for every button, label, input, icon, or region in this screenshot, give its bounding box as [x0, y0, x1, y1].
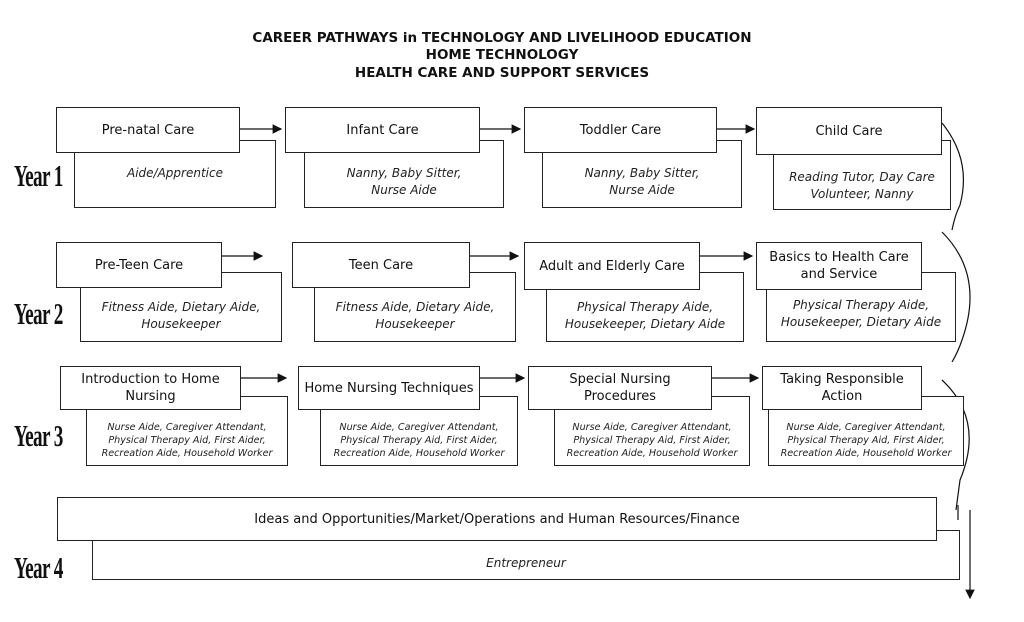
- year-3-label: Year 3: [14, 418, 63, 453]
- card-jobs: Nurse Aide, Caregiver Attendant, Physical Therapy Aid, First Aider, Recreation Aide, Household Worker: [101, 422, 273, 459]
- card-title: Ideas and Opportunities/Market/Operations and Human Resources/Finance: [57, 497, 937, 541]
- card-jobs: Fitness Aide, Dietary Aide, Housekeeper: [101, 300, 261, 331]
- card-jobs: Nanny, Baby Sitter, Nurse Aide: [584, 166, 700, 197]
- card-jobs: Fitness Aide, Dietary Aide, Housekeeper: [335, 300, 495, 331]
- card-jobs: Aide/Apprentice: [127, 166, 223, 180]
- year-2-label: Year 2: [14, 296, 63, 331]
- card-title: Pre-Teen Care: [56, 242, 222, 288]
- card-title: Infant Care: [285, 107, 480, 153]
- card-title: Home Nursing Techniques: [298, 366, 480, 410]
- year-4-label: Year 4: [14, 550, 63, 585]
- title-line-1: CAREER PATHWAYS in TECHNOLOGY AND LIVELIHOOD EDUCATION: [252, 30, 752, 46]
- card-jobs: Entrepreneur: [486, 556, 566, 570]
- card-title: Child Care: [756, 107, 942, 155]
- card-jobs: Physical Therapy Aide, Housekeeper, Dietary Aide: [780, 298, 942, 329]
- card-title: Adult and Elderly Care: [524, 242, 700, 290]
- card-jobs: Nurse Aide, Caregiver Attendant, Physical Therapy Aid, First Aider, Recreation Aide, Household Worker: [566, 422, 738, 459]
- card-jobs: Reading Tutor, Day Care Volunteer, Nanny: [789, 170, 935, 201]
- card-title: Basics to Health Care and Service: [756, 242, 922, 290]
- card-title: Toddler Care: [524, 107, 717, 153]
- card-title: Teen Care: [292, 242, 470, 288]
- card-title: Pre-natal Care: [56, 107, 240, 153]
- card-jobs: Nurse Aide, Caregiver Attendant, Physical Therapy Aid, First Aider, Recreation Aide, Household Worker: [333, 422, 505, 459]
- title-line-2: HOME TECHNOLOGY: [425, 47, 579, 63]
- title-line-3: HEALTH CARE AND SUPPORT SERVICES: [354, 65, 650, 81]
- card-jobs: Nurse Aide, Caregiver Attendant, Physical Therapy Aid, First Aider, Recreation Aide, Household Worker: [780, 422, 952, 459]
- card-jobs: Nanny, Baby Sitter, Nurse Aide: [346, 166, 462, 197]
- card-title: Taking Responsible Action: [762, 366, 922, 410]
- card-title: Introduction to Home Nursing: [60, 366, 241, 410]
- year-1-label: Year 1: [14, 158, 63, 193]
- card-jobs: Physical Therapy Aide, Housekeeper, Dietary Aide: [564, 300, 726, 331]
- card-title: Special Nursing Procedures: [528, 366, 712, 410]
